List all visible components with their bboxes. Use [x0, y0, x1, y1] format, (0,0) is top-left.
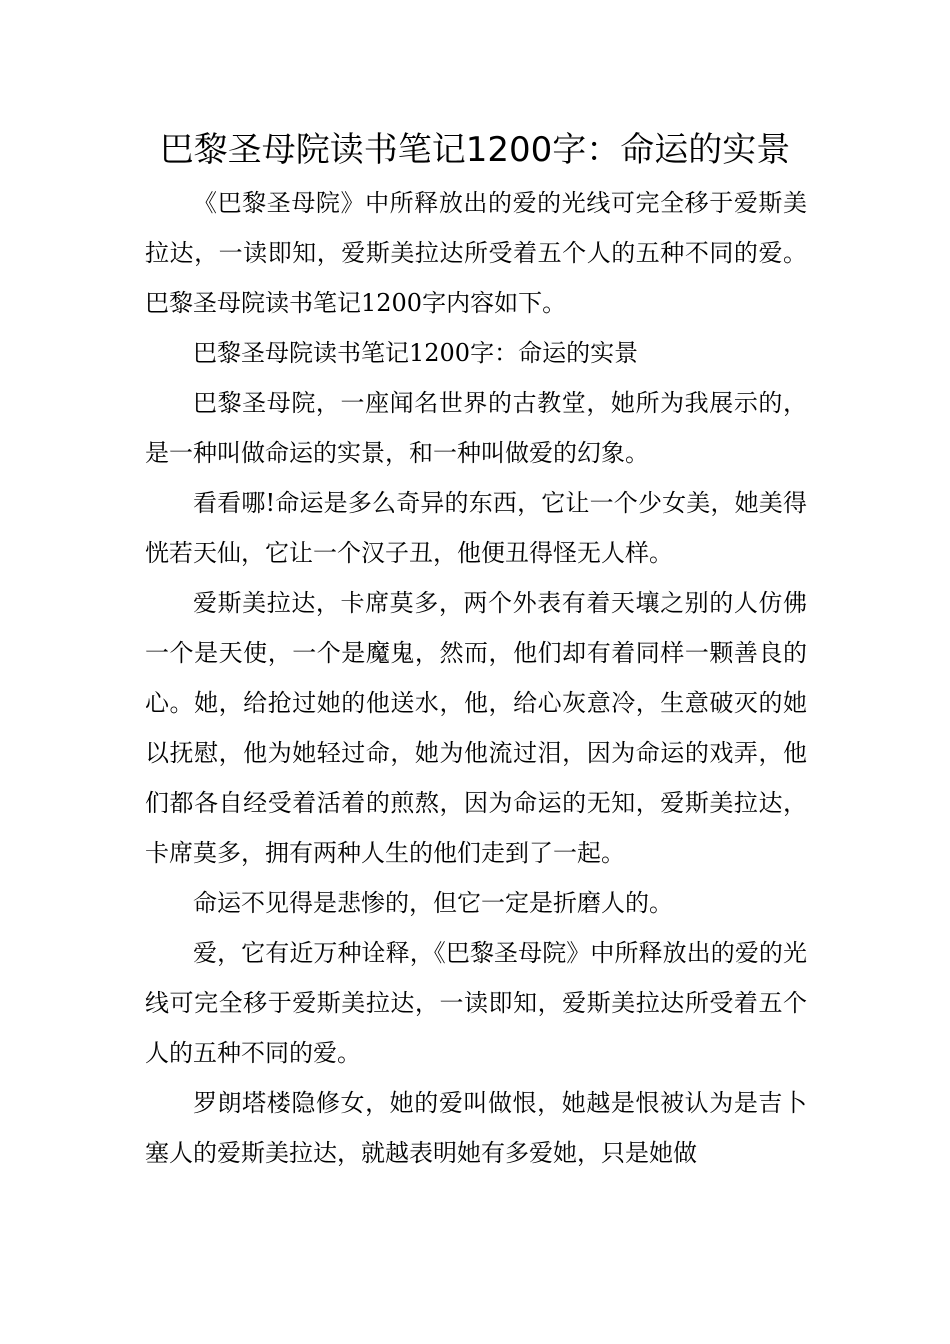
paragraph: 巴黎圣母院读书笔记1200字：命运的实景 [193, 339, 639, 367]
paragraph: 命运不见得是悲惨的，但它一定是折磨人的。 [193, 889, 673, 917]
paragraph: 巴黎圣母院，一座闻名世界的古教堂，她所为我展示的，是一种叫做命运的实景，和一种叫做爱的幻象。 [145, 389, 807, 467]
paragraph: 看看哪!命运是多么奇异的东西，它让一个少女美，她美得恍若天仙，它让一个汉子丑，他便丑得怪无人样。 [145, 489, 807, 567]
paragraph: 爱，它有近万种诠释，《巴黎圣母院》中所释放出的爱的光线可完全移于爱斯美拉达，一读即知，爱斯美拉达所受着五个人的五种不同的爱。 [145, 939, 807, 1067]
paragraph: 《巴黎圣母院》中所释放出的爱的光线可完全移于爱斯美拉达，一读即知，爱斯美拉达所受着五个人的五种不同的爱。巴黎圣母院读书笔记1200字内容如下。 [145, 189, 807, 317]
paragraph: 爱斯美拉达，卡席莫多，两个外表有着天壤之别的人仿佛一个是天使，一个是魔鬼，然而，他们却有着同样一颗善良的心。她，给抢过她的他送水，他，给心灰意冷，生意破灭的她以抚慰，他为她轻过命，她为他流过泪，因为命运的戏弄，他们都各自经受着活着的煎熬，因为命运的无知，爱斯美拉达，卡席莫多，拥有两种人生的他们走到了一起。 [145, 589, 807, 867]
document-title: 巴黎圣母院读书笔记1200字：命运的实景 [159, 130, 791, 170]
paragraph: 罗朗塔楼隐修女，她的爱叫做恨，她越是恨被认为是吉卜塞人的爱斯美拉达，就越表明她有多爱她，只是她做 [145, 1089, 807, 1167]
document-body [145, 178, 807, 1178]
